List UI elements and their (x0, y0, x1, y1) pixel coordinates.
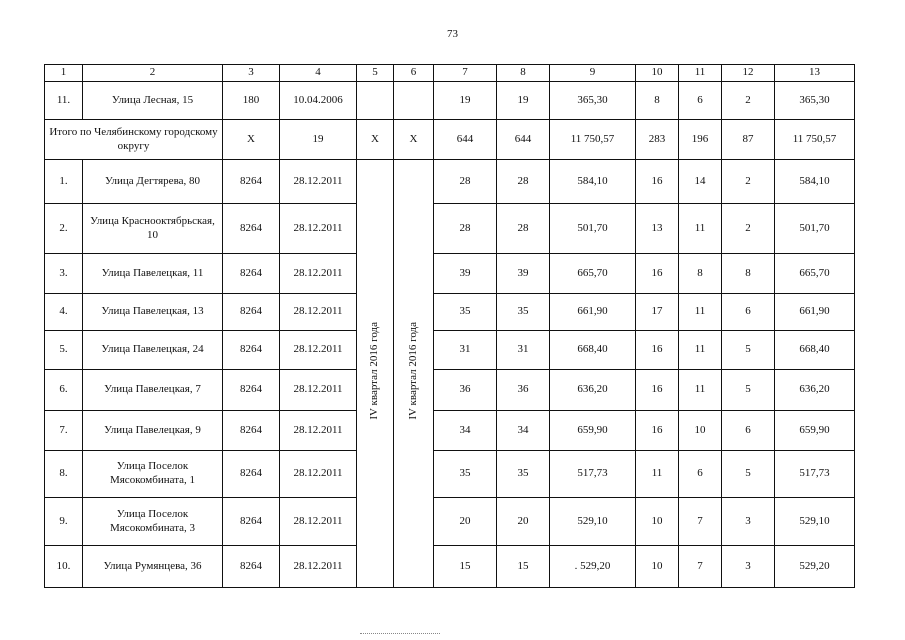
column-number: 4 (280, 65, 357, 82)
cell: 2 (722, 204, 775, 254)
cell: X (357, 120, 394, 160)
cell: 16 (636, 254, 679, 294)
cell: 15 (497, 546, 550, 588)
cell: 644 (497, 120, 550, 160)
cell: 16 (636, 411, 679, 451)
cell: 28 (497, 204, 550, 254)
cell: 34 (434, 411, 497, 451)
address-cell: Улица Поселок Мясокомбината, 1 (83, 451, 223, 498)
merged-period-col5 (357, 160, 394, 588)
table-row (45, 204, 855, 254)
cell: 584,10 (550, 160, 636, 204)
cell: 2 (722, 82, 775, 120)
cell: . 529,20 (550, 546, 636, 588)
column-number: 12 (722, 65, 775, 82)
date-cell: 28.12.2011 (280, 294, 357, 331)
row-index: 2. (45, 204, 83, 254)
address-cell: Улица Павелецкая, 13 (83, 294, 223, 331)
row-index: 10. (45, 546, 83, 588)
period-text: IV квартал 2016 года (406, 322, 419, 420)
cell: 87 (722, 120, 775, 160)
cell: 180 (223, 82, 280, 120)
page-number: 73 (447, 28, 458, 40)
cell: 2 (722, 160, 775, 204)
row-index: 7. (45, 411, 83, 451)
date-cell: 28.12.2011 (280, 411, 357, 451)
cell: 5 (722, 331, 775, 370)
row-index: 11. (45, 82, 83, 120)
cell: 17 (636, 294, 679, 331)
table-row (45, 546, 855, 588)
cell: 28 (497, 160, 550, 204)
table-row (45, 160, 855, 204)
cell: 5 (722, 370, 775, 411)
cell: 28 (434, 204, 497, 254)
table-row (45, 82, 855, 120)
row-index: 4. (45, 294, 83, 331)
cell: 20 (434, 498, 497, 546)
cell: 39 (497, 254, 550, 294)
address-cell: Улица Румянцева, 36 (83, 546, 223, 588)
cell: 11 (679, 204, 722, 254)
cell: 31 (434, 331, 497, 370)
cell: 8264 (223, 451, 280, 498)
cell: 13 (636, 204, 679, 254)
cell: 16 (636, 370, 679, 411)
cell: 31 (497, 331, 550, 370)
cell: 661,90 (550, 294, 636, 331)
cell: 665,70 (775, 254, 855, 294)
cell: 8264 (223, 411, 280, 451)
column-number: 7 (434, 65, 497, 82)
row-index: 1. (45, 160, 83, 204)
cell: 35 (434, 451, 497, 498)
cell: 665,70 (550, 254, 636, 294)
cell: 6 (679, 82, 722, 120)
cell: 16 (636, 331, 679, 370)
cell: 35 (434, 294, 497, 331)
cell: 8 (722, 254, 775, 294)
cell: 8264 (223, 498, 280, 546)
table-row (45, 498, 855, 546)
table-row (45, 331, 855, 370)
column-number: 8 (497, 65, 550, 82)
column-number: 11 (679, 65, 722, 82)
cell: 668,40 (775, 331, 855, 370)
date-cell: 28.12.2011 (280, 331, 357, 370)
address-cell: Улица Лесная, 15 (83, 82, 223, 120)
address-cell: Улица Павелецкая, 11 (83, 254, 223, 294)
cell: 6 (679, 451, 722, 498)
total-label: Итого по Челябинскому городскому округу (45, 120, 223, 160)
column-number: 6 (394, 65, 434, 82)
table-row (45, 294, 855, 331)
column-number: 9 (550, 65, 636, 82)
cell: 7 (679, 498, 722, 546)
cell: 39 (434, 254, 497, 294)
scan-artifact (360, 633, 440, 637)
cell: 35 (497, 294, 550, 331)
date-cell: 28.12.2011 (280, 498, 357, 546)
date-cell: 28.12.2011 (280, 451, 357, 498)
column-number: 2 (83, 65, 223, 82)
cell: 6 (722, 294, 775, 331)
cell: 636,20 (775, 370, 855, 411)
cell: 8264 (223, 331, 280, 370)
cell: 501,70 (550, 204, 636, 254)
cell: 8 (679, 254, 722, 294)
table-row (45, 451, 855, 498)
cell: X (394, 120, 434, 160)
cell: 529,10 (775, 498, 855, 546)
cell: 10 (679, 411, 722, 451)
address-cell: Улица Краснооктябрьская, 10 (83, 204, 223, 254)
cell (394, 82, 434, 120)
cell: 11 750,57 (775, 120, 855, 160)
cell: 14 (679, 160, 722, 204)
cell: 11 750,57 (550, 120, 636, 160)
cell: 668,40 (550, 331, 636, 370)
address-cell: Улица Поселок Мясокомбината, 3 (83, 498, 223, 546)
cell: 3 (722, 498, 775, 546)
cell: 517,73 (550, 451, 636, 498)
row-index: 3. (45, 254, 83, 294)
cell: 196 (679, 120, 722, 160)
row-index: 6. (45, 370, 83, 411)
cell: 8264 (223, 160, 280, 204)
address-cell: Улица Павелецкая, 9 (83, 411, 223, 451)
date-cell: 28.12.2011 (280, 160, 357, 204)
cell: X (223, 120, 280, 160)
cell: 11 (679, 294, 722, 331)
cell: 8264 (223, 294, 280, 331)
cell: 19 (434, 82, 497, 120)
cell: 644 (434, 120, 497, 160)
column-number: 3 (223, 65, 280, 82)
table-row (45, 254, 855, 294)
total-row (45, 120, 855, 160)
address-cell: Улица Павелецкая, 24 (83, 331, 223, 370)
cell: 8264 (223, 546, 280, 588)
cell: 16 (636, 160, 679, 204)
housing-table (44, 64, 855, 588)
cell (357, 82, 394, 120)
cell: 34 (497, 411, 550, 451)
date-cell: 28.12.2011 (280, 370, 357, 411)
cell: 10 (636, 498, 679, 546)
cell: 36 (434, 370, 497, 411)
cell: 3 (722, 546, 775, 588)
cell: 8264 (223, 370, 280, 411)
cell: 15 (434, 546, 497, 588)
cell: 8264 (223, 254, 280, 294)
cell: 20 (497, 498, 550, 546)
date-cell: 28.12.2011 (280, 204, 357, 254)
cell: 19 (497, 82, 550, 120)
cell: 11 (679, 331, 722, 370)
row-index: 5. (45, 331, 83, 370)
cell: 28 (434, 160, 497, 204)
row-index: 8. (45, 451, 83, 498)
cell: 36 (497, 370, 550, 411)
cell: 11 (636, 451, 679, 498)
cell: 501,70 (775, 204, 855, 254)
date-cell: 28.12.2011 (280, 254, 357, 294)
cell: 636,20 (550, 370, 636, 411)
column-number: 10 (636, 65, 679, 82)
cell: 517,73 (775, 451, 855, 498)
cell: 365,30 (550, 82, 636, 120)
cell: 659,90 (550, 411, 636, 451)
table-row (45, 411, 855, 451)
merged-period-col6 (394, 160, 434, 588)
cell: 11 (679, 370, 722, 411)
cell: 661,90 (775, 294, 855, 331)
cell: 6 (722, 411, 775, 451)
cell: 584,10 (775, 160, 855, 204)
column-number: 1 (45, 65, 83, 82)
cell: 529,10 (550, 498, 636, 546)
cell: 529,20 (775, 546, 855, 588)
cell: 35 (497, 451, 550, 498)
cell: 659,90 (775, 411, 855, 451)
cell: 8264 (223, 204, 280, 254)
date-cell: 10.04.2006 (280, 82, 357, 120)
table-row (45, 370, 855, 411)
cell: 5 (722, 451, 775, 498)
cell: 283 (636, 120, 679, 160)
cell: 10 (636, 546, 679, 588)
cell: 19 (280, 120, 357, 160)
row-index: 9. (45, 498, 83, 546)
column-number: 5 (357, 65, 394, 82)
cell: 7 (679, 546, 722, 588)
cell: 8 (636, 82, 679, 120)
cell: 365,30 (775, 82, 855, 120)
period-text: IV квартал 2016 года (368, 322, 381, 420)
address-cell: Улица Павелецкая, 7 (83, 370, 223, 411)
address-cell: Улица Дегтярева, 80 (83, 160, 223, 204)
column-number-row (45, 65, 855, 82)
column-number: 13 (775, 65, 855, 82)
date-cell: 28.12.2011 (280, 546, 357, 588)
